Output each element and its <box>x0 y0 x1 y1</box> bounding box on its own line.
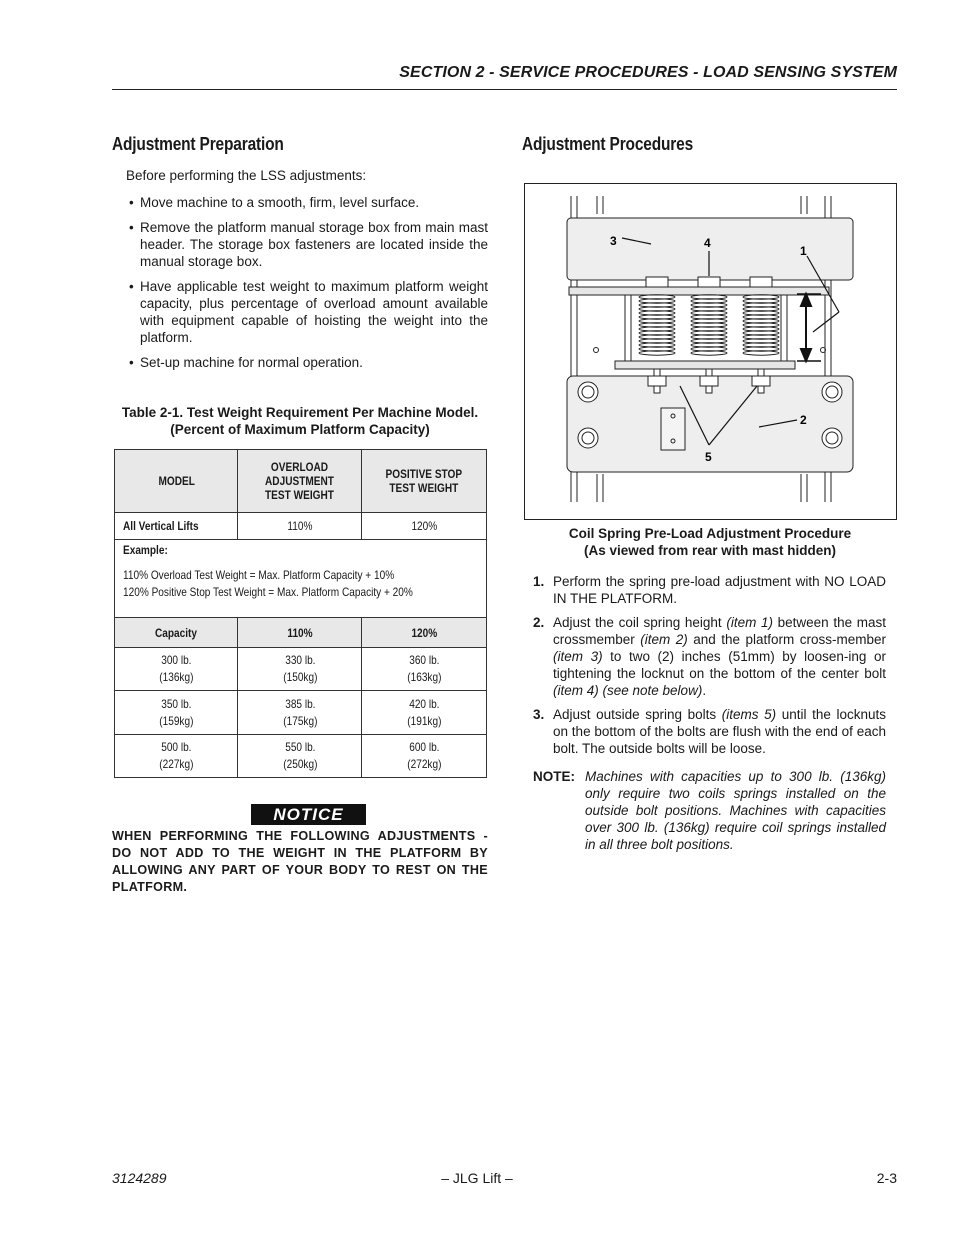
procedure-step: 1. Perform the spring pre-load adjustment with NO LOAD IN THE PLATFORM. <box>533 574 886 606</box>
table-cell: 500 lb. (227kg) <box>115 735 238 778</box>
header-cell: POSITIVE STOP TEST WEIGHT <box>362 450 487 513</box>
section-header: SECTION 2 - SERVICE PROCEDURES - LOAD SENSING SYSTEM <box>399 64 897 81</box>
adjustment-preparation-heading: Adjustment Preparation <box>112 134 284 154</box>
note-label: NOTE: <box>533 769 575 784</box>
coil-spring-figure <box>524 183 897 520</box>
table-cell: 300 lb. (136kg) <box>115 648 238 691</box>
header-cell: 110% <box>238 618 362 648</box>
header-cell: OVERLOAD ADJUSTMENT TEST WEIGHT <box>238 450 362 513</box>
bullet-item: • Set-up machine for normal operation. <box>129 355 363 370</box>
header-cell: MODEL <box>115 450 238 513</box>
note-text: Machines with capacities up to 300 lb. (136kg) only require two coils springs installed on the outside bolt positions. Machines with capacities over 300 lb. (136kg) require coil springs installed in all three bolt positions. <box>585 769 886 852</box>
callout-4: 4 <box>704 236 711 250</box>
footer-doc-number: 3124289 <box>112 1170 167 1186</box>
intro-text: Before performing the LSS adjustments: <box>126 168 367 183</box>
table-cell: 600 lb. (272kg) <box>362 735 487 778</box>
header-cell: Capacity <box>115 618 238 648</box>
footer-page-number: 2-3 <box>876 1170 897 1186</box>
table-cell: 550 lb. (250kg) <box>238 735 362 778</box>
bullet-item: • Move machine to a smooth, firm, level surface. <box>129 195 420 210</box>
table-cell: 350 lb. (159kg) <box>115 691 238 735</box>
notice-text: WHEN PERFORMING THE FOLLOWING ADJUSTMENTS - DO NOT ADD TO THE WEIGHT IN THE PLATFORM BY ALLOWING ANY PART OF YOUR BODY TO REST ON THE PLATFORM. <box>112 829 488 894</box>
adjustment-procedures-heading: Adjustment Procedures <box>522 134 694 154</box>
table-header-row <box>115 450 487 513</box>
table-cell: 330 lb. (150kg) <box>238 648 362 691</box>
table-cell: 120% <box>362 513 487 540</box>
table-row <box>115 648 487 691</box>
nut-icon <box>646 277 668 287</box>
table-caption: Table 2-1. Test Weight Requirement Per Machine Model. (Percent of Maximum Platform Capacity) <box>121 405 479 437</box>
header-rule <box>112 89 897 90</box>
table-row <box>115 513 487 540</box>
callout-2: 2 <box>800 413 807 427</box>
table-cell: 420 lb. (191kg) <box>362 691 487 735</box>
header-cell: 120% <box>362 618 487 648</box>
figure-caption: Coil Spring Pre-Load Adjustment Procedure (As viewed from rear with mast hidden) <box>568 526 852 558</box>
callout-1: 1 <box>800 244 807 258</box>
table-cell: All Vertical Lifts <box>115 513 238 540</box>
footer-center: – JLG Lift – <box>441 1170 513 1186</box>
table-cell: 360 lb. (163kg) <box>362 648 487 691</box>
callout-3: 3 <box>610 234 617 248</box>
bullet-item: • Have applicable test weight to maximum platform weight capacity, plus percentage of overload amount available with equipment capable of hoisting the weight into the platform. <box>129 279 488 345</box>
table-example-row <box>115 540 487 618</box>
bullet-item: • Remove the platform manual storage box from main mast header. The storage box fasteners are located inside the manual storage box. <box>129 220 488 269</box>
table-cell: 110% <box>238 513 362 540</box>
test-weight-table <box>114 449 487 778</box>
procedure-step: 2. Adjust the coil spring height (item 1) between the mast crossmember (item 2) and the platform cross-member (item 3) to two (2) inches (51mm) by loosen-ing or tightening the locknut on the bottom of the center bolt (item 4) (see note below). <box>533 615 886 698</box>
notice-badge: NOTICE <box>251 804 366 825</box>
nut-icon <box>750 277 772 287</box>
table-cell: 385 lb. (175kg) <box>238 691 362 735</box>
example-cell: Example: 110% Overload Test Weight = Max. Platform Capacity + 10% 120% Positive Stop Test Weight = Max. Platform Capacity + 20% <box>115 540 487 618</box>
callout-5: 5 <box>705 450 712 464</box>
table-row <box>115 691 487 735</box>
note-block <box>533 768 886 853</box>
procedure-step: 3. Adjust outside spring bolts (items 5) until the locknuts on the bottom of the bolts are flush with the end of each bolt. The outside bolts will be loose. <box>533 707 886 756</box>
nut-icon <box>698 277 720 287</box>
table-row <box>115 735 487 778</box>
coil-spring-diagram <box>525 184 896 519</box>
table-subheader-row <box>115 618 487 648</box>
